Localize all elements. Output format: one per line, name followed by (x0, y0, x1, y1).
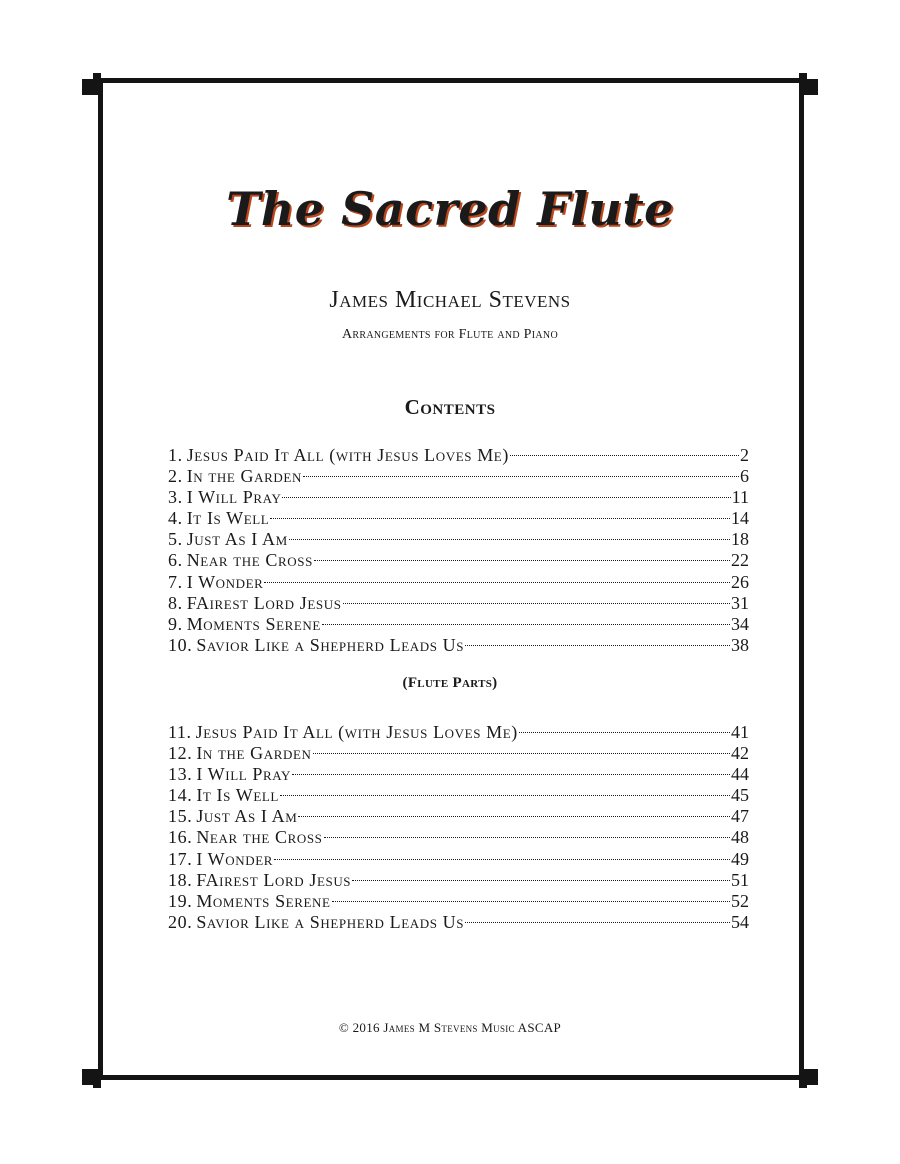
toc-entry-page: 31 (731, 592, 749, 613)
toc-entry-page: 54 (731, 911, 749, 932)
toc-entry-number: 8. (168, 592, 183, 613)
toc-entry-title: Moments Serene (186, 613, 321, 634)
toc-entry-title: In the Garden (186, 466, 302, 487)
dot-leader (289, 518, 730, 540)
border-corner-ornament (799, 1080, 807, 1088)
toc-entry-number: 5. (168, 529, 183, 550)
toc-entry-number: 17. (168, 848, 193, 869)
toc-entry-page: 41 (731, 722, 749, 742)
toc-entry-number: 1. (168, 445, 183, 465)
toc-entry-number: 11. (168, 722, 192, 742)
flute-contents-list (168, 716, 749, 932)
toc-entry-title: In the Garden (196, 743, 312, 764)
toc-entry-number: 14. (168, 785, 193, 806)
copyright-notice: © 2016 James M Stevens Music ASCAP (338, 1020, 562, 1035)
toc-entry-title: I Will Pray (196, 764, 292, 785)
toc-entry-number: 6. (168, 550, 183, 571)
toc-entry-title: Just As I Am (186, 529, 288, 550)
toc-entry-title: Jesus Paid It All (with Jesus Loves Me) (195, 722, 518, 742)
toc-entry-page: 6 (740, 466, 749, 487)
dot-leader (274, 838, 730, 860)
dot-leader (292, 753, 730, 775)
dot-leader (332, 880, 730, 902)
toc-entry-page: 2 (740, 445, 749, 465)
toc-entry-page: 49 (731, 848, 749, 869)
toc-entry-number: 18. (168, 869, 193, 890)
toc-entry-page: 45 (731, 785, 749, 806)
toc-entry-number: 19. (168, 890, 193, 911)
toc-entry-number: 9. (168, 613, 183, 634)
toc-entry-title: Savior Like a Shepherd Leads Us (196, 911, 465, 932)
toc-entry-page: 48 (731, 827, 749, 848)
flute-parts-heading: (Flute Parts) (402, 675, 498, 691)
toc-entry-title: I Wonder (196, 848, 274, 869)
toc-entry-number: 15. (168, 806, 193, 827)
dot-leader (343, 582, 730, 604)
toc-entry-title: Jesus Paid It All (with Jesus Loves Me) (186, 445, 509, 465)
toc-entry-page: 22 (731, 550, 749, 571)
toc-entry-page: 26 (731, 571, 749, 592)
dot-leader (465, 901, 730, 923)
contents-heading: Contents (404, 395, 496, 419)
toc-entry-page: 51 (731, 869, 749, 890)
toc-entry-page: 14 (731, 508, 749, 529)
border-corner-ornament (93, 1080, 101, 1088)
toc-entry-number: 13. (168, 764, 193, 785)
border-corner-ornament (93, 73, 101, 81)
toc-entry-title: Moments Serene (196, 890, 331, 911)
toc-entry-page: 47 (731, 806, 749, 827)
dot-leader (352, 859, 730, 881)
toc-entry-number: 12. (168, 743, 193, 764)
toc-entry-title: It Is Well (186, 508, 270, 529)
dot-leader (298, 795, 730, 817)
toc-entry-title: It Is Well (196, 785, 279, 806)
toc-entry-page: 52 (731, 890, 749, 911)
piano-contents-list (168, 439, 749, 655)
toc-entry-title: Near the Cross (196, 827, 323, 848)
border-corner-ornament (799, 73, 807, 81)
border-corner-ornament (82, 79, 98, 95)
toc-entry-title: FAirest Lord Jesus (196, 869, 352, 890)
toc-entry-title: Savior Like a Shepherd Leads Us (196, 634, 465, 655)
toc-entry-page: 18 (731, 529, 749, 550)
dot-leader (303, 455, 739, 477)
toc-entry-number: 7. (168, 571, 183, 592)
dot-leader (314, 539, 730, 561)
toc-entry-page: 42 (731, 743, 749, 764)
dot-leader (324, 816, 730, 838)
dot-leader (264, 561, 730, 583)
toc-entry-title: I Wonder (186, 571, 264, 592)
dot-leader (280, 774, 730, 796)
dot-leader (313, 732, 730, 754)
toc-entry-title: I Will Pray (186, 487, 282, 508)
toc-entry-page: 11 (731, 487, 749, 508)
dot-leader (465, 624, 730, 646)
toc-entry-number: 20. (168, 911, 193, 932)
toc-entry-number: 3. (168, 487, 183, 508)
author-name: James Michael Stevens (329, 287, 571, 313)
dot-leader (322, 603, 730, 625)
dot-leader (519, 711, 730, 733)
book-title: The Sacred Flute (226, 182, 674, 236)
toc-entry-number: 16. (168, 827, 193, 848)
toc-entry-page: 34 (731, 613, 749, 634)
book-subtitle: Arrangements for Flute and Piano (342, 327, 558, 342)
dot-leader (282, 476, 730, 498)
toc-entry-number: 4. (168, 508, 183, 529)
dot-leader (510, 434, 739, 456)
toc-entry-title: FAirest Lord Jesus (186, 592, 342, 613)
toc-entry-page: 44 (731, 764, 749, 785)
toc-entry-number: 2. (168, 466, 183, 487)
toc-entry-title: Just As I Am (196, 806, 298, 827)
dot-leader (270, 497, 730, 519)
toc-entry-number: 10. (168, 634, 193, 655)
toc-entry-title: Near the Cross (186, 550, 313, 571)
toc-entry-page: 38 (731, 634, 749, 655)
border-corner-ornament (802, 79, 818, 95)
